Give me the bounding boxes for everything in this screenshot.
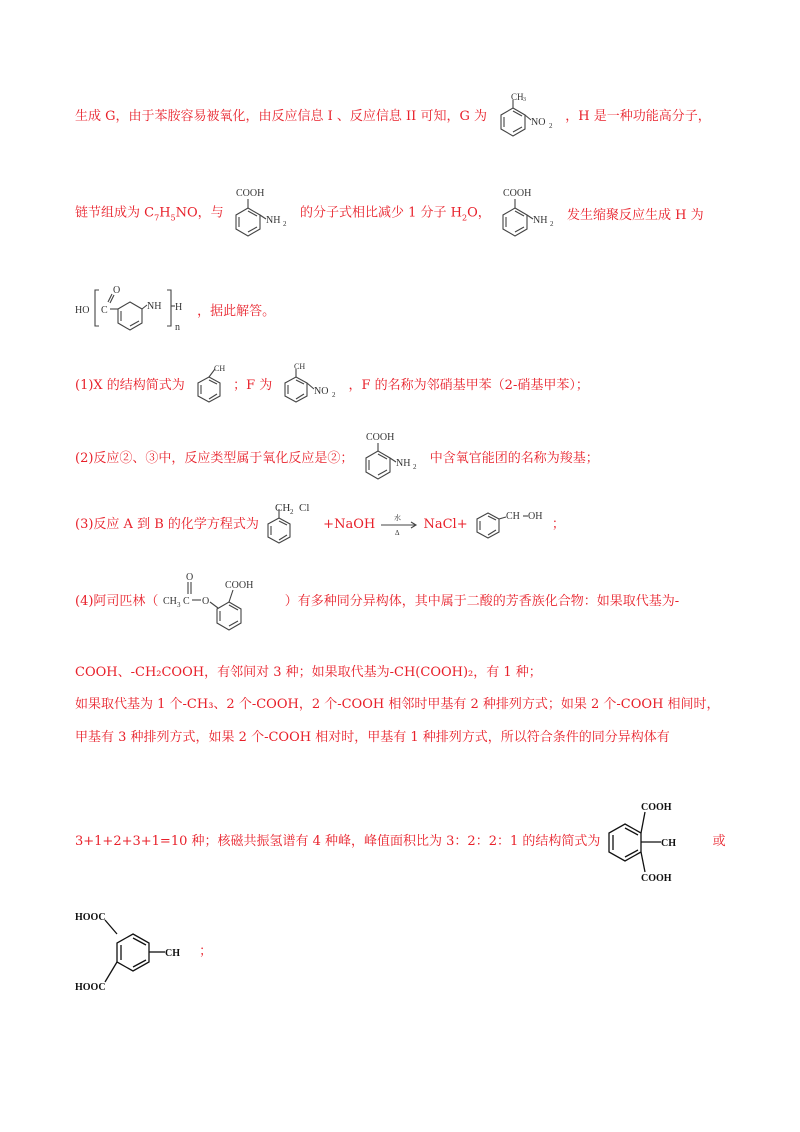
svg-text:HOOC: HOOC <box>75 912 106 923</box>
svg-text:COOH: COOH <box>365 432 394 443</box>
paragraph-11 <box>75 800 726 884</box>
svg-text:HOOC: HOOC <box>75 982 106 993</box>
svg-text:2: 2 <box>332 391 336 399</box>
structure-anthranilic-acid-3 <box>358 430 426 488</box>
paragraph-2 <box>75 186 704 246</box>
svg-text:O: O <box>113 285 121 296</box>
svg-text:2: 2 <box>549 220 554 228</box>
svg-text:2: 2 <box>549 122 553 130</box>
paragraph-3 <box>75 282 275 342</box>
text-p1-b: ，H 是一种功能高分子， <box>565 109 711 124</box>
paragraph-1 <box>75 92 711 142</box>
text-p6-b: +NaOH <box>323 517 376 532</box>
text-p2-c: 发生缩聚反应生成 H 为 <box>567 208 704 223</box>
structure-anthranilic-acid-2 <box>495 186 563 246</box>
text-p8-a: COOH、-CH₂COOH，有邻间对 3 种；如果取代基为-CH(COOH)₂，有 1 种； <box>75 665 542 680</box>
svg-text:HO: HO <box>75 305 90 316</box>
paragraph-9 <box>75 696 720 715</box>
paragraph-7 <box>75 570 679 634</box>
text-p6-c: NaCl+ <box>423 517 468 532</box>
text-p3-a: ，据此解答。 <box>197 304 276 319</box>
svg-text:NH: NH <box>265 215 281 226</box>
structure-toluene <box>189 363 229 409</box>
svg-text:CH: CH <box>275 502 291 514</box>
text-p4-b: ；F 为 <box>233 378 273 393</box>
svg-text:C: C <box>182 596 190 607</box>
svg-text:CH: CH <box>165 948 180 959</box>
text-p11-b: 或 <box>712 834 726 849</box>
svg-text:CH: CH <box>511 92 524 102</box>
text-p4-a: (1)X 的结构简式为 <box>75 378 185 393</box>
svg-text:C: C <box>101 305 108 316</box>
svg-text:CH: CH <box>660 838 676 849</box>
structure-o-nitrotoluene <box>491 92 561 142</box>
text-p11-a: 3+1+2+3+1=10 种；核磁共振氢谱有 4 种峰，峰值面积比为 3：2：2：1 的结构简式为 <box>75 834 601 849</box>
svg-text:3: 3 <box>176 601 181 609</box>
structure-benzyl-chloride <box>263 500 319 550</box>
text-p5-a: (2)反应②、③中，反应类型属于氧化反应是②； <box>75 451 354 466</box>
svg-text:2: 2 <box>290 508 294 516</box>
text-p2-a: 链节组成为 $C_7H_5NO$，与 <box>75 205 224 223</box>
text-p10-a: 甲基有 3 种排列方式，如果 2 个-COOH 相对时，甲基有 1 种排列方式，所以符合条件的同分异构体有 <box>75 730 670 745</box>
svg-text:OH: OH <box>527 511 543 522</box>
svg-text:COOH: COOH <box>224 580 253 591</box>
svg-text:水: 水 <box>394 514 402 522</box>
svg-text:O: O <box>185 572 193 583</box>
svg-text:CH: CH <box>294 363 306 371</box>
text-p6-d: ； <box>551 517 565 532</box>
text-p7-a: (4)阿司匹林（ <box>75 594 159 609</box>
svg-text:NH: NH <box>532 215 548 226</box>
svg-text:O: O <box>201 596 209 607</box>
svg-text:n: n <box>175 322 180 333</box>
svg-text:NH: NH <box>395 458 411 469</box>
text-p9-a: 如果取代基为 1 个-CH₃、2 个-COOH，2 个-COOH 相邻时甲基有 2 种排列方式；如果 2 个-COOH 相间时， <box>75 697 720 712</box>
structure-5-methylisophthalic-acid <box>75 910 195 994</box>
text-p7-b: ）有多种同分异构体，其中属于二酸的芳香族化合物：如果取代基为- <box>284 594 680 609</box>
svg-text:COOH: COOH <box>640 873 672 884</box>
structure-o-nitrotoluene-f <box>276 363 344 409</box>
paragraph-6 <box>75 500 565 550</box>
svg-text:2: 2 <box>282 220 287 228</box>
svg-text:Δ: Δ <box>395 529 400 537</box>
reaction-arrow <box>379 510 419 540</box>
paragraph-12 <box>75 910 212 994</box>
svg-text:2: 2 <box>412 463 417 471</box>
text-p2-b: 的分子式相比减少 1 分子 $H_2O$， <box>299 205 491 223</box>
structure-polymer-h <box>75 282 193 342</box>
svg-text:H: H <box>175 302 183 313</box>
svg-text:NO: NO <box>531 117 546 128</box>
svg-text:CH: CH <box>213 364 226 373</box>
svg-text:3: 3 <box>523 97 527 103</box>
svg-text:CH: CH <box>505 511 520 522</box>
text-p12-a: ； <box>199 944 213 959</box>
svg-text:NO: NO <box>314 386 329 397</box>
paragraph-5 <box>75 430 599 488</box>
svg-text:CH: CH <box>162 596 177 607</box>
text-p6-a: (3)反应 A 到 B 的化学方程式为 <box>75 517 259 532</box>
svg-text:COOH: COOH <box>502 188 532 199</box>
paragraph-4 <box>75 363 589 409</box>
text-p5-b: 中含氧官能团的名称为羧基； <box>429 451 599 466</box>
svg-text:COOH: COOH <box>640 802 672 813</box>
svg-text:COOH: COOH <box>235 188 265 199</box>
structure-anthranilic-acid-1 <box>228 186 296 246</box>
structure-aspirin <box>163 570 281 634</box>
structure-2-methylisophthalic-acid <box>605 800 709 884</box>
paragraph-10 <box>75 729 670 748</box>
paragraph-8 <box>75 664 542 683</box>
text-p4-c: ，F 的名称为邻硝基甲苯（2-硝基甲苯）； <box>348 378 589 393</box>
svg-text:NH: NH <box>147 301 162 312</box>
structure-benzyl-alcohol <box>472 505 548 545</box>
text-p1-a: 生成 G，由于苯胺容易被氧化，由反应信息 I 、反应信息 II 可知，G 为 <box>75 109 487 124</box>
svg-text:Cl: Cl <box>299 502 310 514</box>
